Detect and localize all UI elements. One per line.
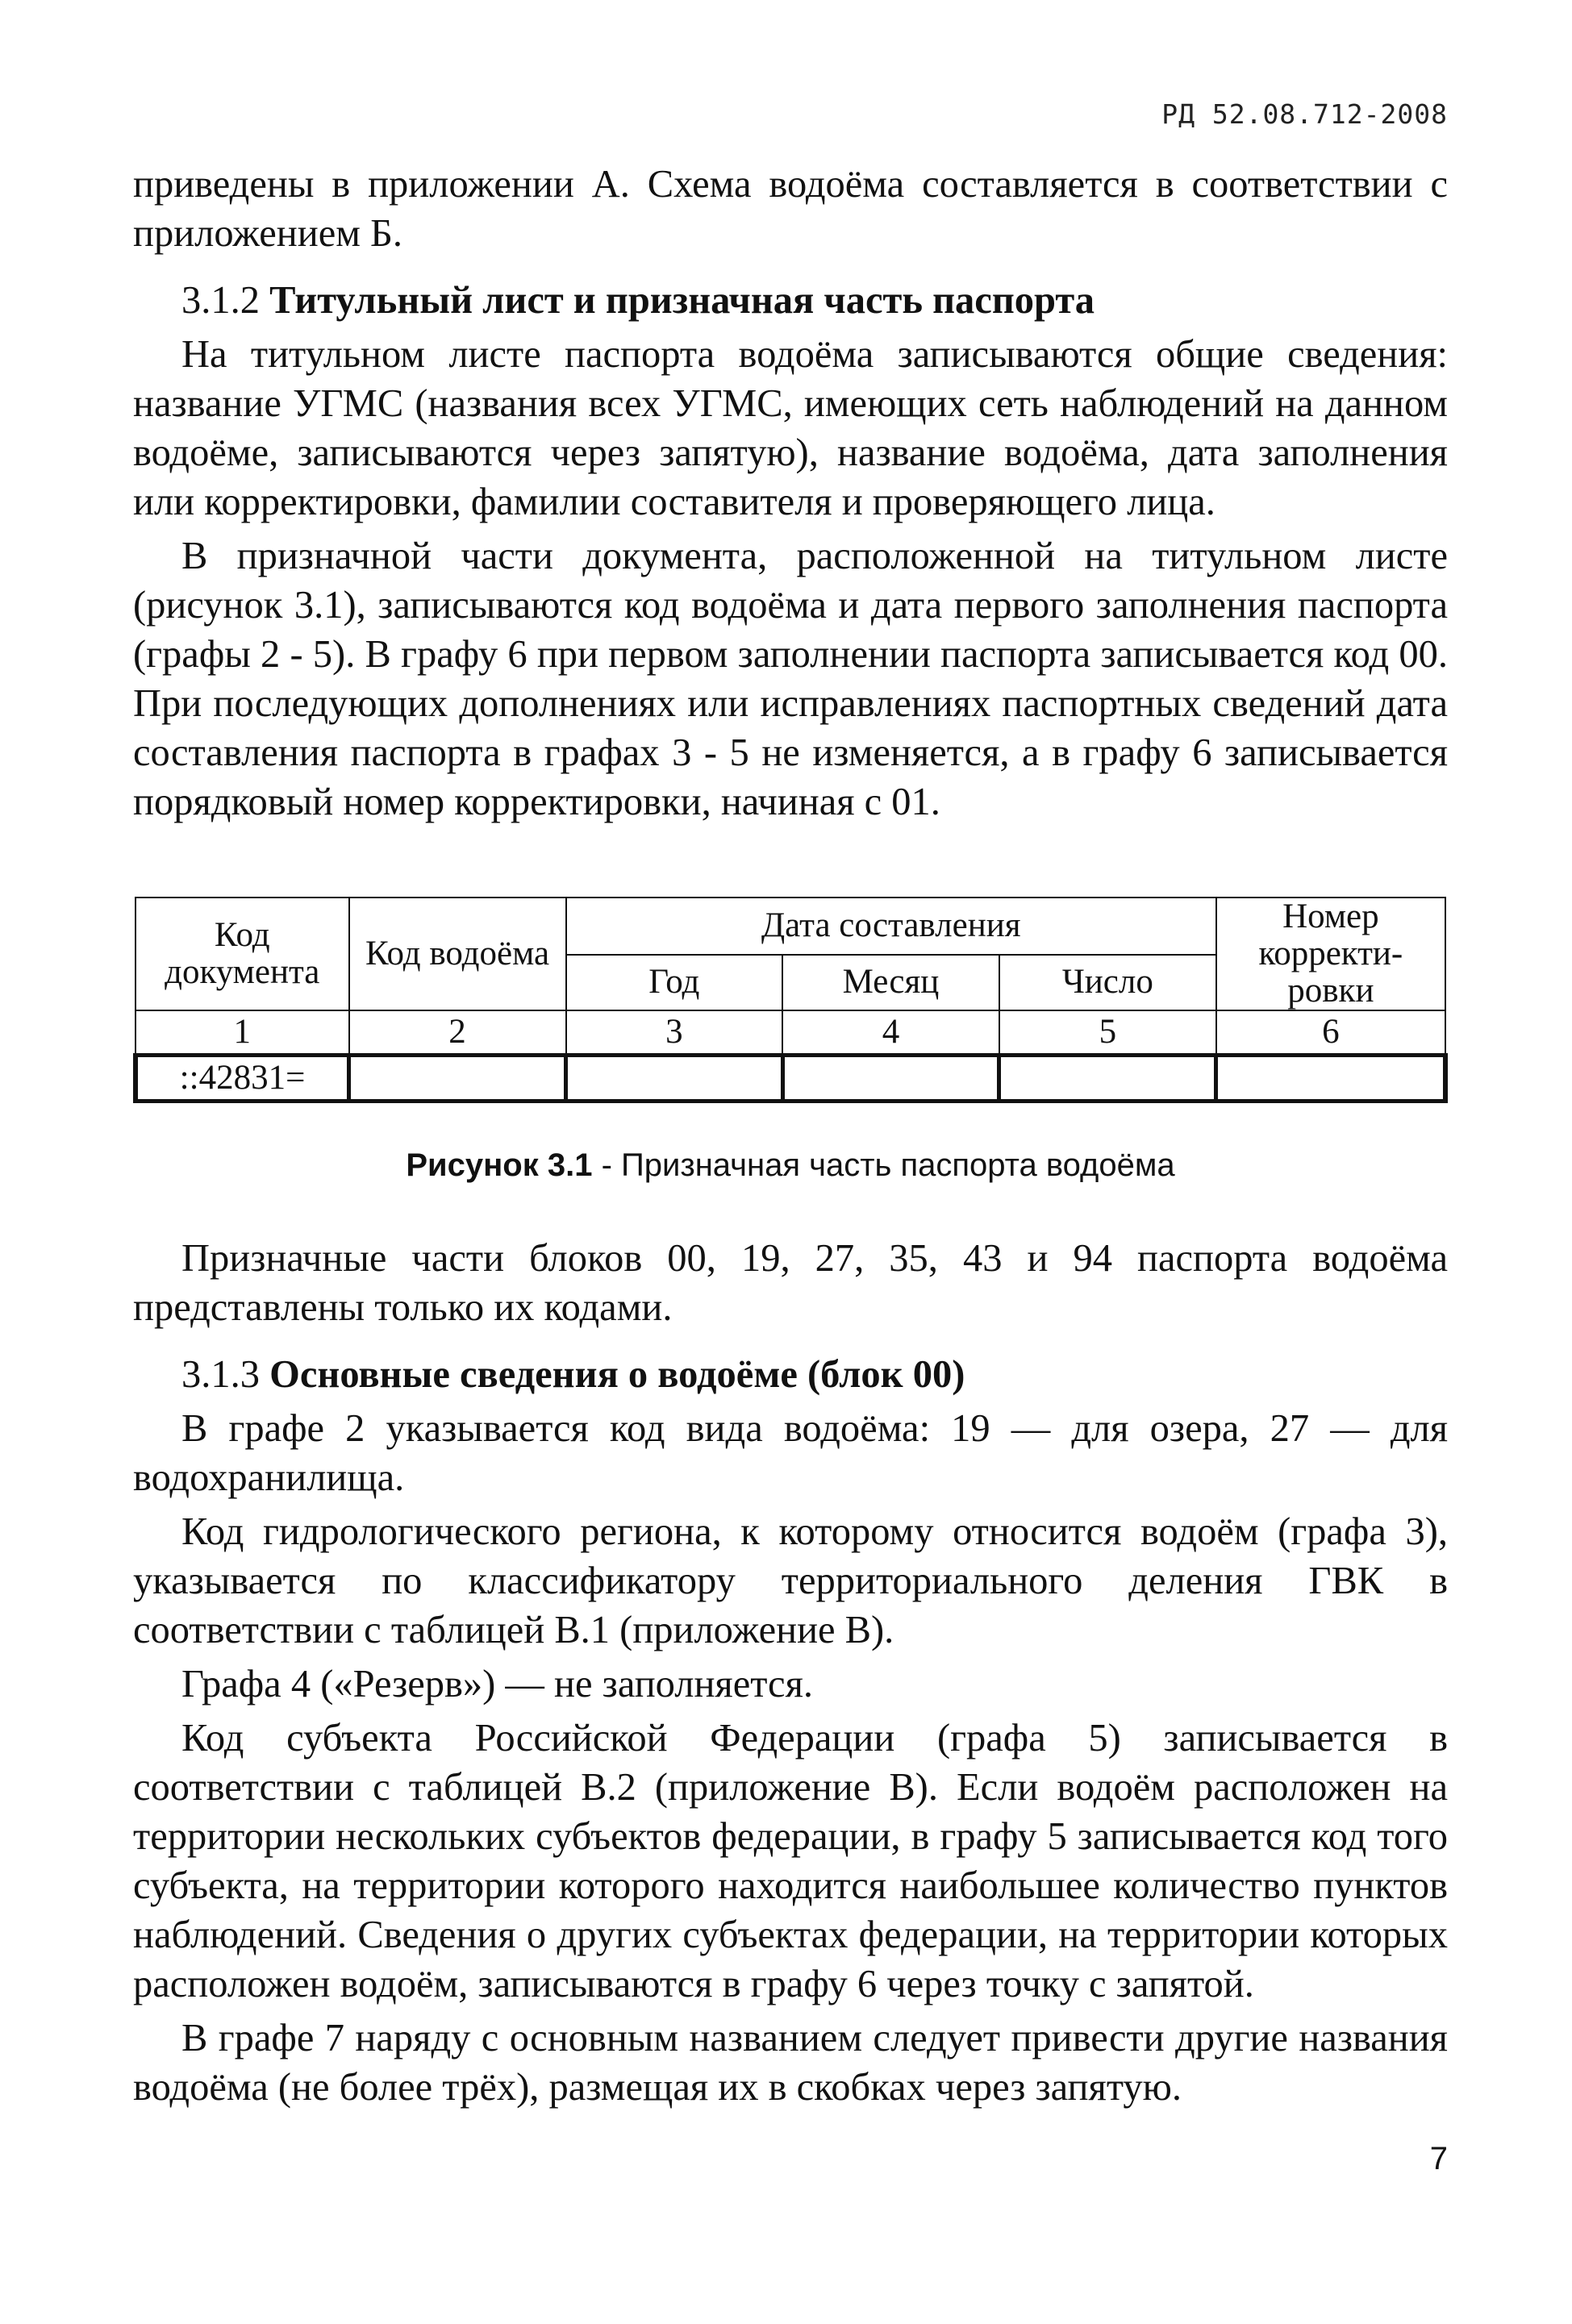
intro-paragraph: приведены в приложении А. Схема водоёма составляется в соответствии с приложением Б. xyxy=(133,163,1448,255)
figure-caption xyxy=(133,1147,1448,1184)
paragraph: На титульном листе паспорта водоёма записываются общие сведения: название УГМС (названия всех УГМС, имеющих сеть наблюдений на данном водоёме, записываются через запятую), название водоёма, дата заполнения или корректировки, фамилии составителя и проверяющего лица. xyxy=(133,333,1448,523)
month-cell xyxy=(782,1056,999,1102)
document-code: РД 52.08.712-2008 xyxy=(1161,98,1448,130)
text-block-top xyxy=(133,160,1448,827)
text-block-bottom xyxy=(133,1234,1448,2112)
header-date: Дата составления xyxy=(566,898,1216,955)
column-number: 6 xyxy=(1216,1010,1445,1056)
caption-text: - Призначная часть паспорта водоёма xyxy=(592,1147,1175,1183)
correction-cell xyxy=(1216,1056,1445,1102)
caption-label: Рисунок 3.1 xyxy=(406,1147,593,1183)
header-year: Год xyxy=(566,955,782,1010)
header-day: Число xyxy=(999,955,1216,1010)
doc-code-value: ::42831= xyxy=(136,1056,349,1102)
day-cell xyxy=(999,1056,1216,1102)
section-3-1-2-heading xyxy=(133,276,1448,325)
column-number: 3 xyxy=(566,1010,782,1056)
section-title: Титульный лист и призначная часть паспорта xyxy=(269,279,1095,322)
column-number: 4 xyxy=(782,1010,999,1056)
paragraph: В графе 2 указывается код вида водоёма: 19 — для озера, 27 — для водохранилища. xyxy=(133,1407,1448,1499)
header-water-code: Код водоёма xyxy=(349,898,566,1010)
column-number: 2 xyxy=(349,1010,566,1056)
paragraph: Код субъекта Российской Федерации (графа 5) записывается в соответствии с таблицей В.2 (приложение В). Если водоём расположен на территории нескольких субъектов федерации, в графу 5 записывается код того субъекта, на территории которого находится наибольшее количество пунктов наблюдений. Сведения о других субъектах федерации, на территории которых расположен водоём, записываются в графу 6 через точку с запятой. xyxy=(133,1717,1448,2005)
header-month: Месяц xyxy=(782,955,999,1010)
column-number: 5 xyxy=(999,1010,1216,1056)
header-doc-code: Код документа xyxy=(136,898,349,1010)
section-number: 3.1.2 xyxy=(181,279,260,322)
paragraph: В призначной части документа, расположенной на титульном листе (рисунок 3.1), записываются код водоёма и дата первого заполнения паспорта (графы 2 - 5). В графу 6 при первом заполнении паспорта записывается код 00. При последующих дополнениях или исправлениях паспортных сведений дата составления паспорта в графах 3 - 5 не изменяется, а в графу 6 записывается порядковый номер корректировки, начиная с 01. xyxy=(133,535,1448,823)
section-3-1-3-heading xyxy=(133,1350,1448,1399)
passport-form-table xyxy=(133,897,1448,1103)
section-number: 3.1.3 xyxy=(181,1353,260,1396)
paragraph: Код гидрологического региона, к которому относится водоём (графа 3), указывается по классификатору территориального деления ГВК в соответствии с таблицей В.1 (приложение В). xyxy=(133,1510,1448,1651)
section-title: Основные сведения о водоёме (блок 00) xyxy=(269,1353,965,1396)
header-correction-number: Номер корректи-ровки xyxy=(1216,898,1445,1010)
year-cell xyxy=(566,1056,782,1102)
paragraph: В графе 7 наряду с основным названием следует привести другие названия водоёма (не более трёх), размещая их в скобках через запятую. xyxy=(133,2017,1448,2109)
page-number: 7 xyxy=(1429,2141,1448,2176)
paragraph: Призначные части блоков 00, 19, 27, 35, 43 и 94 паспорта водоёма представлены только их кодами. xyxy=(133,1237,1448,1329)
column-number: 1 xyxy=(136,1010,349,1056)
paragraph: Графа 4 («Резерв») — не заполняется. xyxy=(181,1663,814,1706)
water-code-cell xyxy=(349,1056,566,1102)
